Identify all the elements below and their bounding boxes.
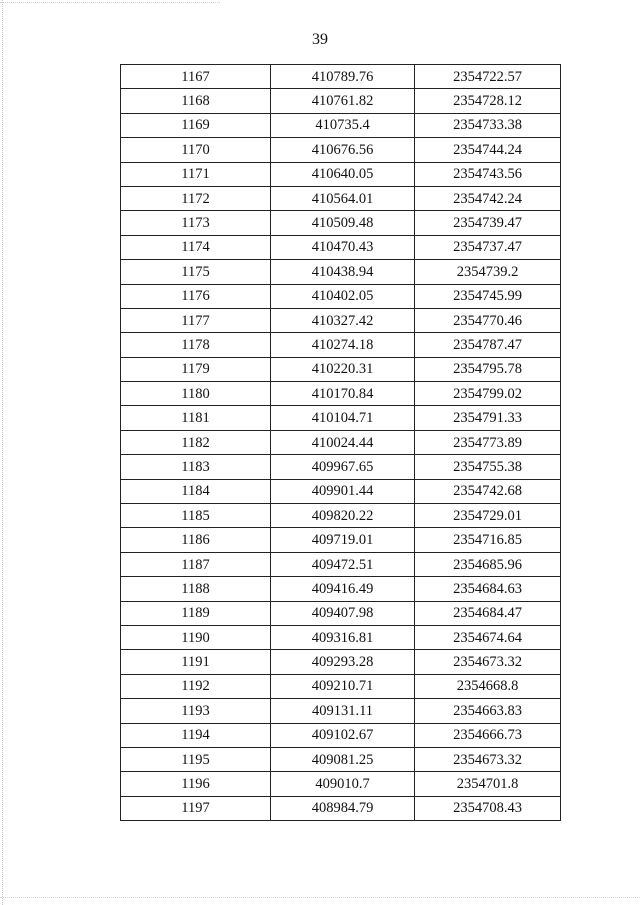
table-row: [121, 406, 561, 430]
x-coordinate-cell: 409102.67: [271, 723, 415, 747]
table-row: [121, 699, 561, 723]
point-number-cell: 1179: [121, 357, 271, 381]
y-coordinate-cell: 2354674.64: [415, 625, 561, 649]
table-row: [121, 308, 561, 332]
x-coordinate-cell: 409081.25: [271, 747, 415, 771]
y-coordinate-cell: 2354673.32: [415, 747, 561, 771]
table-row: [121, 162, 561, 186]
y-coordinate-cell: 2354742.24: [415, 186, 561, 210]
y-coordinate-cell: 2354799.02: [415, 382, 561, 406]
table-row: [121, 504, 561, 528]
table-row: [121, 235, 561, 259]
table-row: [121, 357, 561, 381]
y-coordinate-cell: 2354745.99: [415, 284, 561, 308]
point-number-cell: 1182: [121, 430, 271, 454]
point-number-cell: 1178: [121, 333, 271, 357]
table-row: [121, 113, 561, 137]
y-coordinate-cell: 2354729.01: [415, 504, 561, 528]
x-coordinate-cell: 409820.22: [271, 504, 415, 528]
x-coordinate-cell: 410676.56: [271, 138, 415, 162]
x-coordinate-cell: 410274.18: [271, 333, 415, 357]
point-number-cell: 1180: [121, 382, 271, 406]
table-row: [121, 601, 561, 625]
x-coordinate-cell: 410024.44: [271, 430, 415, 454]
x-coordinate-cell: 409316.81: [271, 625, 415, 649]
x-coordinate-cell: 410640.05: [271, 162, 415, 186]
coordinates-table: [120, 64, 561, 821]
table-row: [121, 382, 561, 406]
point-number-cell: 1173: [121, 211, 271, 235]
table-row: [121, 65, 561, 89]
x-coordinate-cell: 410220.31: [271, 357, 415, 381]
y-coordinate-cell: 2354668.8: [415, 674, 561, 698]
x-coordinate-cell: 409131.11: [271, 699, 415, 723]
point-number-cell: 1192: [121, 674, 271, 698]
point-number-cell: 1193: [121, 699, 271, 723]
point-number-cell: 1189: [121, 601, 271, 625]
y-coordinate-cell: 2354673.32: [415, 650, 561, 674]
point-number-cell: 1181: [121, 406, 271, 430]
table-row: [121, 747, 561, 771]
x-coordinate-cell: 408984.79: [271, 796, 415, 820]
point-number-cell: 1186: [121, 528, 271, 552]
y-coordinate-cell: 2354787.47: [415, 333, 561, 357]
x-coordinate-cell: 410761.82: [271, 89, 415, 113]
x-coordinate-cell: 410470.43: [271, 235, 415, 259]
x-coordinate-cell: 409967.65: [271, 455, 415, 479]
x-coordinate-cell: 410104.71: [271, 406, 415, 430]
x-coordinate-cell: 410327.42: [271, 308, 415, 332]
point-number-cell: 1194: [121, 723, 271, 747]
table-row: [121, 430, 561, 454]
table-row: [121, 625, 561, 649]
y-coordinate-cell: 2354737.47: [415, 235, 561, 259]
table-row: [121, 211, 561, 235]
point-number-cell: 1176: [121, 284, 271, 308]
point-number-cell: 1174: [121, 235, 271, 259]
point-number-cell: 1191: [121, 650, 271, 674]
point-number-cell: 1190: [121, 625, 271, 649]
point-number-cell: 1185: [121, 504, 271, 528]
x-coordinate-cell: 410438.94: [271, 260, 415, 284]
table-row: [121, 260, 561, 284]
y-coordinate-cell: 2354739.47: [415, 211, 561, 235]
y-coordinate-cell: 2354773.89: [415, 430, 561, 454]
point-number-cell: 1167: [121, 65, 271, 89]
y-coordinate-cell: 2354733.38: [415, 113, 561, 137]
x-coordinate-cell: 409416.49: [271, 577, 415, 601]
table-row: [121, 284, 561, 308]
x-coordinate-cell: 409210.71: [271, 674, 415, 698]
x-coordinate-cell: 410735.4: [271, 113, 415, 137]
x-coordinate-cell: 409010.7: [271, 772, 415, 796]
scan-edge-top: [0, 2, 220, 3]
table-row: [121, 455, 561, 479]
y-coordinate-cell: 2354716.85: [415, 528, 561, 552]
table-row: [121, 528, 561, 552]
y-coordinate-cell: 2354739.2: [415, 260, 561, 284]
scan-edge-bottom: [0, 897, 640, 898]
point-number-cell: 1196: [121, 772, 271, 796]
point-number-cell: 1183: [121, 455, 271, 479]
y-coordinate-cell: 2354708.43: [415, 796, 561, 820]
table-row: [121, 723, 561, 747]
y-coordinate-cell: 2354755.38: [415, 455, 561, 479]
x-coordinate-cell: 409293.28: [271, 650, 415, 674]
table-row: [121, 479, 561, 503]
point-number-cell: 1177: [121, 308, 271, 332]
page-number: 39: [312, 31, 328, 48]
x-coordinate-cell: 409472.51: [271, 552, 415, 576]
x-coordinate-cell: 410789.76: [271, 65, 415, 89]
y-coordinate-cell: 2354795.78: [415, 357, 561, 381]
x-coordinate-cell: 409901.44: [271, 479, 415, 503]
point-number-cell: 1169: [121, 113, 271, 137]
y-coordinate-cell: 2354663.83: [415, 699, 561, 723]
point-number-cell: 1184: [121, 479, 271, 503]
y-coordinate-cell: 2354685.96: [415, 552, 561, 576]
point-number-cell: 1175: [121, 260, 271, 284]
point-number-cell: 1195: [121, 747, 271, 771]
point-number-cell: 1187: [121, 552, 271, 576]
table-row: [121, 650, 561, 674]
y-coordinate-cell: 2354742.68: [415, 479, 561, 503]
y-coordinate-cell: 2354722.57: [415, 65, 561, 89]
table-row: [121, 577, 561, 601]
coordinates-table-body: [121, 65, 561, 821]
table-row: [121, 186, 561, 210]
point-number-cell: 1170: [121, 138, 271, 162]
y-coordinate-cell: 2354791.33: [415, 406, 561, 430]
y-coordinate-cell: 2354684.63: [415, 577, 561, 601]
point-number-cell: 1188: [121, 577, 271, 601]
x-coordinate-cell: 409719.01: [271, 528, 415, 552]
point-number-cell: 1197: [121, 796, 271, 820]
table-row: [121, 138, 561, 162]
table-row: [121, 552, 561, 576]
point-number-cell: 1172: [121, 186, 271, 210]
point-number-cell: 1168: [121, 89, 271, 113]
x-coordinate-cell: 409407.98: [271, 601, 415, 625]
x-coordinate-cell: 410170.84: [271, 382, 415, 406]
point-number-cell: 1171: [121, 162, 271, 186]
x-coordinate-cell: 410509.48: [271, 211, 415, 235]
y-coordinate-cell: 2354684.47: [415, 601, 561, 625]
table-row: [121, 333, 561, 357]
table-row: [121, 772, 561, 796]
table-row: [121, 796, 561, 820]
scan-edge-left: [2, 0, 3, 905]
table-row: [121, 674, 561, 698]
y-coordinate-cell: 2354666.73: [415, 723, 561, 747]
table-row: [121, 89, 561, 113]
x-coordinate-cell: 410564.01: [271, 186, 415, 210]
y-coordinate-cell: 2354701.8: [415, 772, 561, 796]
y-coordinate-cell: 2354770.46: [415, 308, 561, 332]
y-coordinate-cell: 2354744.24: [415, 138, 561, 162]
x-coordinate-cell: 410402.05: [271, 284, 415, 308]
y-coordinate-cell: 2354743.56: [415, 162, 561, 186]
y-coordinate-cell: 2354728.12: [415, 89, 561, 113]
